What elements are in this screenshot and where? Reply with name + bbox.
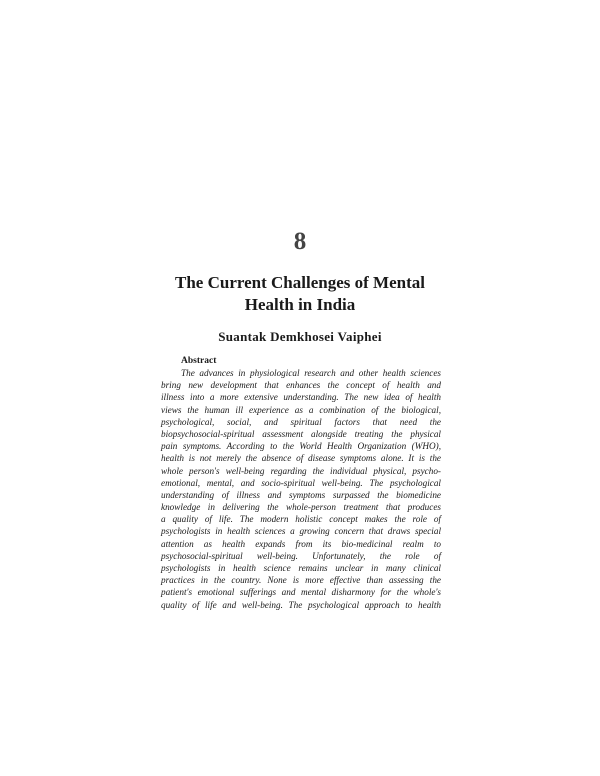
abstract-line: health is not merely the absence of disease symptoms alone. It is the <box>161 453 441 464</box>
abstract-line: psychologists in health sciences a growing concern that draws special <box>161 526 441 537</box>
abstract-line: illness into a more extensive understanding. The new idea of health <box>161 392 441 403</box>
abstract-line: views the human ill experience as a combination of the biological, <box>161 404 441 415</box>
abstract-line: patient's emotional sufferings and mental disharmony for the whole's <box>161 587 441 598</box>
abstract-line: attention as health expands from its bio-medicinal realm to <box>161 538 441 549</box>
abstract-line: emotional, mental, and socio-spiritual well-being. The psychological <box>161 477 441 488</box>
chapter-title-line-2: Health in India <box>244 295 356 314</box>
abstract-line: a quality of life. The modern holistic concept makes the role of <box>161 514 441 525</box>
chapter-title <box>140 272 460 316</box>
abstract-line: understanding of illness and symptoms surpassed the biomedicine <box>161 489 441 500</box>
abstract-line: whole person's well-being regarding the individual physical, psycho- <box>161 465 441 476</box>
abstract-line: knowledge in delivering the whole-person treatment that produces <box>161 502 441 513</box>
abstract-line: psychosocial-spiritual well-being. Unfortunately, the role of <box>161 550 441 561</box>
abstract-section <box>161 356 441 611</box>
abstract-line: The advances in physiological research and other health sciences <box>181 368 441 378</box>
abstract-line: pain symptoms. According to the World Health Organization (WHO), <box>161 441 441 452</box>
abstract-line: psychologists in health science remains unclear in many clinical <box>161 563 441 573</box>
abstract-body <box>161 367 441 611</box>
chapter-number: 8 <box>293 228 307 255</box>
author-name: Suantak Demkhosei Vaiphei <box>218 329 382 344</box>
abstract-line: biopsychosocial-spiritual assessment alongside treating the physical <box>161 428 441 439</box>
abstract-line: quality of life and well-being. The psychological approach to health <box>161 599 441 610</box>
abstract-line: practices in the country. None is more effective than assessing the <box>161 575 441 586</box>
abstract-heading: Abstract <box>181 356 217 366</box>
abstract-line: bring new development that enhances the concept of health and <box>161 380 441 391</box>
chapter-title-line-1: The Current Challenges of Mental <box>175 273 425 292</box>
abstract-line: psychological, social, and spiritual factors that need the <box>161 416 441 427</box>
